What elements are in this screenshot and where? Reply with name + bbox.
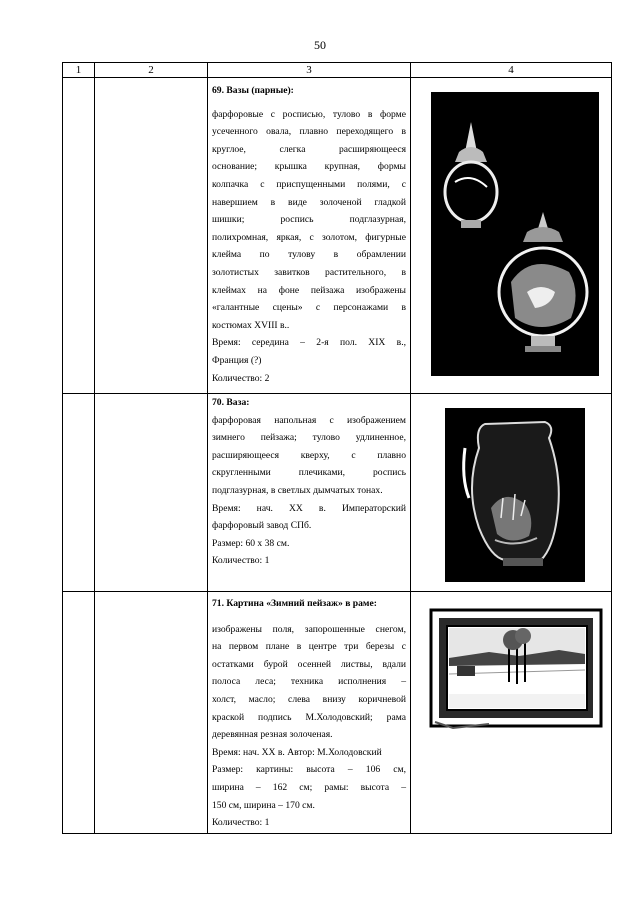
size: Размер: 60 х 38 см. xyxy=(212,537,290,549)
floor-vase-image xyxy=(445,408,585,582)
desc-line: круглое, слегка расширяющееся xyxy=(212,143,406,155)
column-header: 3 xyxy=(208,63,411,78)
table-row xyxy=(63,592,612,834)
cell-description xyxy=(208,592,411,834)
size-line: 150 см, ширина – 170 см. xyxy=(212,799,315,811)
desc-line: фарфоровые с росписью, тулово в форме xyxy=(212,108,406,120)
photo-winter-painting xyxy=(429,604,607,732)
cell-code xyxy=(95,78,208,394)
desc-line: основание; крышка крупная, формы xyxy=(212,161,406,173)
desc-line: подглазурная, в светлых дымчатых тонах. xyxy=(212,484,383,496)
desc-line: усеченного овала, плавно переходящего в xyxy=(212,126,406,138)
desc-line: расширяющееся кверху, с плавно xyxy=(212,449,406,461)
desc-line: на первом плане в центре три березы с xyxy=(212,641,406,653)
table-row xyxy=(63,394,612,592)
cell-code xyxy=(95,592,208,834)
desc-line: холст, масло; слева внизу коричневой xyxy=(212,693,406,705)
item-title: 69. Вазы (парные): xyxy=(212,85,294,96)
item-title: 70. Ваза: xyxy=(212,397,250,408)
desc-line: клейма по тулову в обрамлении xyxy=(212,249,406,261)
quantity: Количество: 1 xyxy=(212,555,270,567)
desc-line: «галантные сцены» с персонажами в xyxy=(212,302,406,314)
desc-line: краской подпись М.Холодовский; рама xyxy=(212,711,406,723)
desc-line: костюмах XVIII в.. xyxy=(212,319,290,331)
vase-pair-image xyxy=(431,92,599,376)
table-row xyxy=(63,78,612,394)
cell-photo xyxy=(411,394,612,592)
time-line: Время: середина – 2-я пол. XIX в., xyxy=(212,337,406,349)
desc-line: золотистых завитков растительного, в xyxy=(212,266,406,278)
size-line: ширина – 162 см; рамы: высота – xyxy=(212,781,406,793)
column-header: 4 xyxy=(411,63,612,78)
cell-description xyxy=(208,394,411,592)
desc-line: навершием в виде золоченой гладкой xyxy=(212,196,406,208)
desc-line: остатками бурой осенней листвы, вдали xyxy=(212,658,406,670)
cell-number xyxy=(63,78,95,394)
desc-line: шишки; роспись подглазурная, xyxy=(212,214,406,226)
cell-code xyxy=(95,394,208,592)
desc-line: зимнего пейзажа; тулово удлиненное, xyxy=(212,432,406,444)
desc-line: колпачка с приспущенными полями, с xyxy=(212,178,406,190)
desc-line: деревянная резная золоченая. xyxy=(212,729,333,741)
desc-line: полоса леса; техника исполнения – xyxy=(212,676,406,688)
time-line: Время: нач. XX в. Императорский xyxy=(212,502,406,514)
cell-photo xyxy=(411,592,612,834)
winter-painting-image xyxy=(429,604,607,732)
column-header: 2 xyxy=(95,63,208,78)
cell-number xyxy=(63,394,95,592)
page-number: 50 xyxy=(314,38,326,52)
inventory-table xyxy=(62,62,612,834)
time-line: Франция (?) xyxy=(212,354,262,366)
desc-line: изображены поля, запорошенные снегом, xyxy=(212,623,406,635)
desc-line: скругленными плечиками, роспись xyxy=(212,467,406,479)
table-header-row xyxy=(63,63,612,78)
time-line: Время: нач. XX в. Автор: М.Холодовский xyxy=(212,746,382,758)
desc-line: фарфоровая напольная с изображением xyxy=(212,414,406,426)
cell-description xyxy=(208,78,411,394)
photo-vases-pair xyxy=(431,92,599,376)
item-title: 71. Картина «Зимний пейзаж» в раме: xyxy=(212,598,377,609)
desc-line: полихромная, яркая, с золотом, фигурные xyxy=(212,231,406,243)
time-line: фарфоровый завод СПб. xyxy=(212,520,312,532)
cell-photo xyxy=(411,78,612,394)
quantity: Количество: 2 xyxy=(212,372,270,384)
cell-number xyxy=(63,592,95,834)
photo-floor-vase xyxy=(445,408,585,582)
quantity: Количество: 1 xyxy=(212,817,270,829)
column-header: 1 xyxy=(63,63,95,78)
desc-line: клеймах на фоне пейзажа изображены xyxy=(212,284,406,296)
size-line: Размер: картины: высота – 106 см, xyxy=(212,764,406,776)
